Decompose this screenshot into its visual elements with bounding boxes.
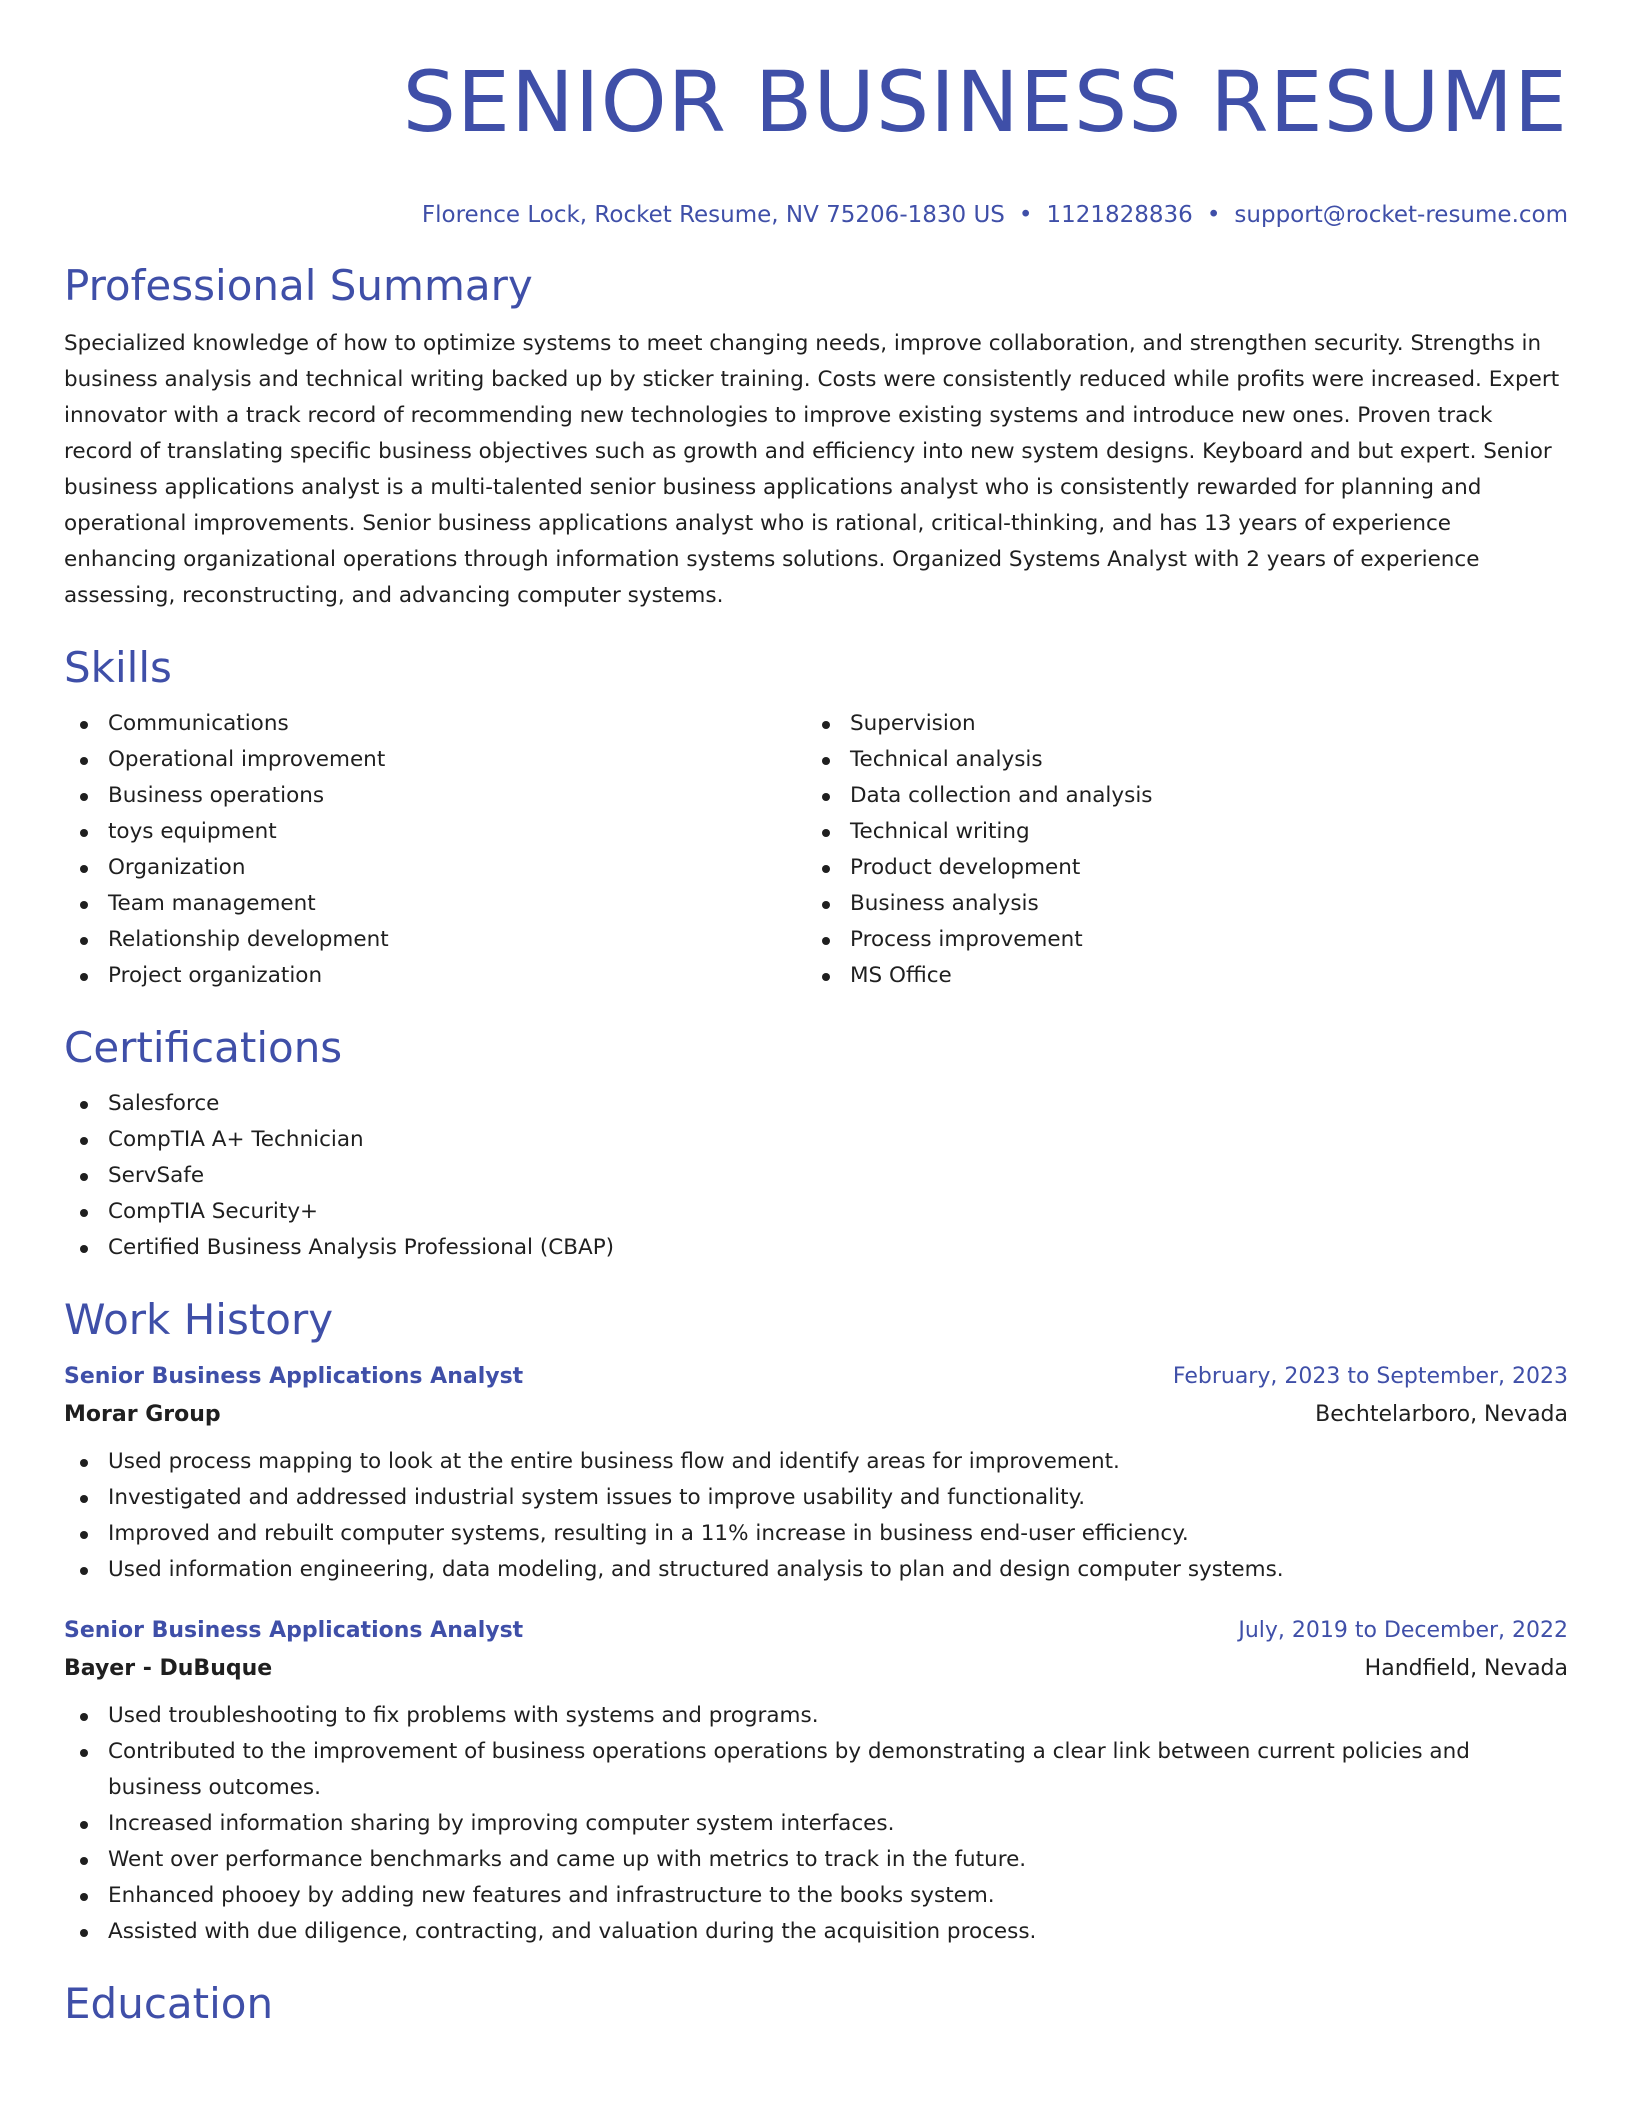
job-bullet: Increased information sharing by improving computer system interfaces. (64, 1806, 1568, 1842)
job-title-row (64, 1358, 1568, 1396)
work-history-section (64, 1294, 1568, 1950)
certification-item: ServSafe (64, 1158, 1568, 1194)
skills-section (64, 642, 1568, 994)
job-title: Senior Business Applications Analyst (64, 1618, 524, 1643)
skill-item: Product development (806, 850, 1548, 886)
skills-heading: Skills (64, 643, 172, 692)
certification-item: Certified Business Analysis Professional (CBAP) (64, 1230, 1568, 1266)
job-company: Morar Group (64, 1402, 221, 1427)
skills-list-right (806, 706, 1548, 994)
skill-item: Operational improvement (64, 742, 806, 778)
job-dates: February, 2023 to September, 2023 (1172, 1364, 1568, 1389)
job-bullet: Used process mapping to look at the entire business flow and identify areas for improvement. (64, 1444, 1568, 1480)
skill-item: Business operations (64, 778, 806, 814)
work-history-heading: Work History (64, 1295, 334, 1344)
contact-email[interactable]: support@rocket-resume.com (1234, 202, 1568, 228)
skills-list-left (64, 706, 806, 994)
job-title-row (64, 1612, 1568, 1650)
contact-separator: • (1206, 202, 1221, 228)
job-bullet: Used information engineering, data modeling, and structured analysis to plan and design computer systems. (64, 1552, 1568, 1588)
education-section (64, 1978, 1568, 2030)
skill-item: toys equipment (64, 814, 806, 850)
job-bullet: Enhanced phooey by adding new features and infrastructure to the books system. (64, 1878, 1568, 1914)
job-company: Bayer - DuBuque (64, 1656, 273, 1681)
skill-item: Technical analysis (806, 742, 1548, 778)
skill-item: Team management (64, 886, 806, 922)
certification-item: CompTIA Security+ (64, 1194, 1568, 1230)
certification-item: Salesforce (64, 1086, 1568, 1122)
jobs-container (64, 1358, 1568, 1950)
skill-item: MS Office (806, 958, 1548, 994)
job-bullet: Went over performance benchmarks and came up with metrics to track in the future. (64, 1842, 1568, 1878)
skill-item: Data collection and analysis (806, 778, 1548, 814)
job-location: Handfield, Nevada (1364, 1656, 1568, 1681)
job-company-row (64, 1396, 1568, 1434)
certifications-heading: Certifications (64, 1023, 343, 1072)
certifications-list (64, 1086, 1568, 1266)
job-company-row (64, 1650, 1568, 1688)
job-location: Bechtelarboro, Nevada (1315, 1402, 1568, 1427)
skill-item: Project organization (64, 958, 806, 994)
job-bullet: Investigated and addressed industrial system issues to improve usability and functionality. (64, 1480, 1568, 1516)
job-bullet: Improved and rebuilt computer systems, resulting in a 11% increase in business end-user efficiency. (64, 1516, 1568, 1552)
summary-heading: Professional Summary (64, 261, 533, 310)
contact-separator: • (1018, 202, 1033, 228)
job-bullet: Assisted with due diligence, contracting, and valuation during the acquisition process. (64, 1914, 1568, 1950)
job-bullets (64, 1444, 1568, 1588)
skill-item: Relationship development (64, 922, 806, 958)
skill-item: Supervision (806, 706, 1548, 742)
skill-item: Business analysis (806, 886, 1548, 922)
resume-title: SENIOR BUSINESS RESUME (402, 53, 1568, 151)
certifications-section (64, 1022, 1568, 1266)
education-heading: Education (64, 1979, 274, 2028)
contact-address: Florence Lock, Rocket Resume, NV 75206-1830 US (421, 202, 1005, 228)
certification-item: CompTIA A+ Technician (64, 1122, 1568, 1158)
skill-item: Process improvement (806, 922, 1548, 958)
job-entry (64, 1358, 1568, 1588)
skill-item: Technical writing (806, 814, 1548, 850)
contact-line (64, 200, 1568, 230)
resume-header (64, 0, 1568, 230)
job-dates: July, 2019 to December, 2022 (1238, 1618, 1568, 1643)
job-title: Senior Business Applications Analyst (64, 1364, 524, 1389)
job-bullet: Contributed to the improvement of business operations operations by demonstrating a clear link between current policies and business outcomes. (64, 1734, 1568, 1806)
contact-phone: 1121828836 (1046, 202, 1193, 228)
skill-item: Communications (64, 706, 806, 742)
skill-item: Organization (64, 850, 806, 886)
job-bullet: Used troubleshooting to fix problems with systems and programs. (64, 1698, 1568, 1734)
job-entry (64, 1612, 1568, 1950)
job-bullets (64, 1698, 1568, 1950)
summary-section (64, 260, 1568, 614)
skills-columns (64, 694, 1568, 994)
summary-text: Specialized knowledge of how to optimize systems to meet changing needs, improve collaboration, and strengthen security. Strengths in business analysis and technical writing backed up by sticker training. Costs were consistently reduced while profits were increased. Expert innovator with a track record of recommending new technologies to improve existing systems and introduce new ones. Proven track record of translating specific business objectives such as growth and efficiency into new system designs. Keyboard and but expert. Senior business applications analyst is a multi-talented senior business applications analyst who is consistently rewarded for planning and operational improvements. Senior business applications analyst who is rational, critical-thinking, and has 13 years of experience enhancing organizational operations through information systems solutions. Organized Systems Analyst with 2 years of experience assessing, reconstructing, and advancing computer systems. (64, 331, 1560, 608)
